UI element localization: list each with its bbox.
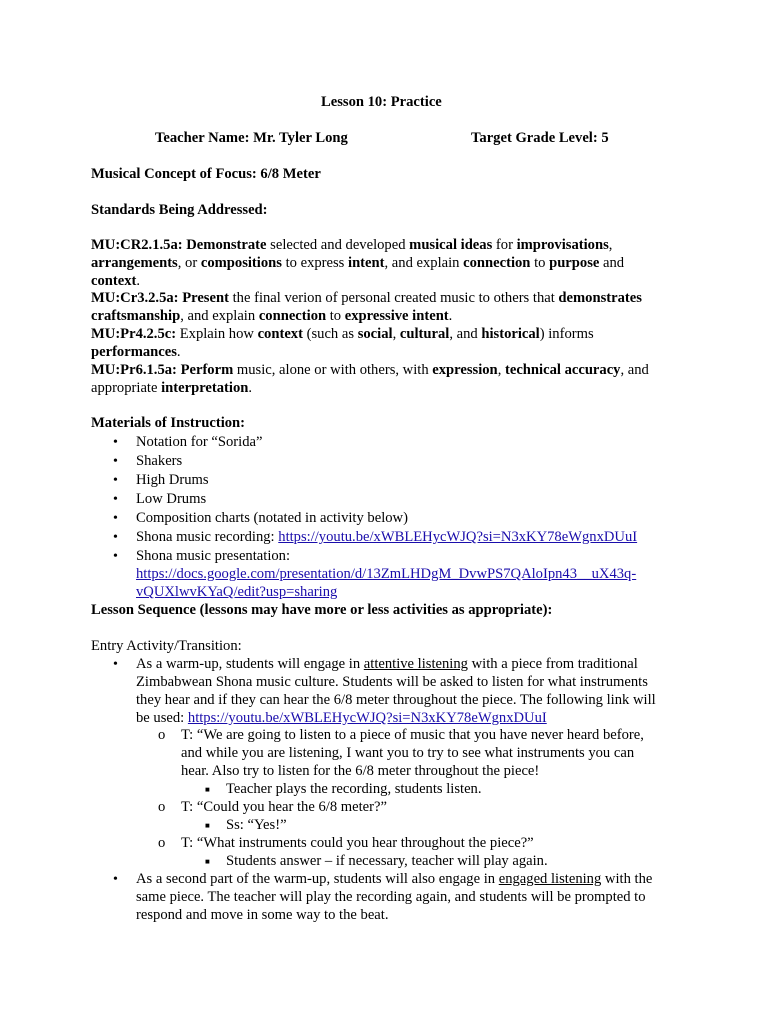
standard-code: MU:Pr4.2.5c: [91,326,177,342]
keyword: connection [463,255,531,271]
lesson-title: Lesson 10: Practice [321,94,442,110]
keyword: Present [182,290,229,306]
text: , or [177,255,201,271]
entry-paragraph-1-line-2: Zimbabwean Shona music culture. Students will be asked to listen for what instruments [136,674,648,690]
keyword: cultural [399,326,450,342]
square-bullet-icon: ■ [205,857,210,866]
square-bullet-icon: ■ [205,785,210,794]
text: , and explain [384,255,464,271]
text: and [599,255,625,271]
text: Explain how [176,326,258,342]
entry-paragraph-2-line-2: same piece. The teacher will play the recording again, and students will be prompted to [136,889,646,905]
standard-4-line-1 [91,362,649,380]
bullet-icon [113,472,118,490]
entry-paragraph-1-line-1 [136,656,638,674]
standard-1-line-2 [91,255,624,273]
text: to [326,308,345,324]
presentation-link-line-1[interactable] [136,566,636,584]
keyword: technical accuracy [504,362,621,378]
entry-paragraph-1-line-4 [136,710,547,728]
text: appropriate [91,380,162,396]
underlined-term: engaged listening [498,871,602,887]
standards-heading: Standards Being Addressed: [91,202,268,218]
keyword: context [257,326,303,342]
standard-1-line-3 [91,273,140,291]
bullet-icon [113,491,118,509]
text: , [392,326,400,342]
keyword: Perform [180,362,234,378]
text: be used: [136,710,188,726]
musical-concept: Musical Concept of Focus: 6/8 Meter [91,166,321,182]
entry-paragraph-1-line-3: they hear and if they can hear the 6/8 meter throughout the piece. The following link will [136,692,656,708]
keyword: Demonstrate [186,237,267,253]
bullet-icon [113,434,118,452]
bullet-icon [113,871,118,889]
text: ) informs [539,326,594,342]
text: with a piece from traditional [467,656,638,672]
standard-3-line-2 [91,344,181,362]
keyword: purpose [549,255,600,271]
standard-code: MU:CR2.1.5a: [91,237,183,253]
entry-paragraph-2-line-3: respond and move in some way to the beat. [136,907,389,923]
standard-4-line-2 [91,380,252,398]
underlined-term: attentive listening [363,656,468,672]
sub-item: Ss: “Yes!” [226,817,287,833]
keyword: expressive intent [344,308,449,324]
text: . [136,273,141,289]
presentation-link[interactable]: vQUXlwvKYaQ/edit?usp=sharing [136,584,338,600]
material-item: Low Drums [136,491,207,507]
circle-bullet-icon: o [158,727,166,743]
text: Shona music recording: [136,529,279,545]
keyword: compositions [200,255,282,271]
entry-recording-link[interactable]: https://youtu.be/xWBLEHycWJQ?si=N3xKY78eWgnxDUuI [187,710,547,726]
material-item: Shona music presentation: [136,548,291,564]
teacher-line: T: “What instruments could you hear throughout the piece?” [181,835,534,851]
keyword: musical ideas [409,237,493,253]
text: , [608,237,613,253]
bullet-icon [113,510,118,528]
text: As a second part of the warm-up, students will also engage in [136,871,499,887]
keyword: historical [481,326,540,342]
text: . [248,380,253,396]
target-grade: Target Grade Level: 5 [471,130,609,146]
teacher-name: Teacher Name: Mr. Tyler Long [155,130,348,146]
sub-item: Teacher plays the recording, students listen. [226,781,482,797]
circle-bullet-icon: o [158,799,166,815]
keyword: craftsmanship [91,308,181,324]
square-bullet-icon: ■ [205,821,210,830]
teacher-line: and while you are listening, I want you to try to see what instruments you can [181,745,635,761]
teacher-line: hear. Also try to listen for the 6/8 meter throughout the piece! [181,763,540,779]
bullet-icon [113,548,118,566]
sequence-heading: Lesson Sequence (lessons may have more or less activities as appropriate): [91,602,553,618]
entry-heading: Entry Activity/Transition: [91,638,242,654]
recording-link[interactable]: https://youtu.be/xWBLEHycWJQ?si=N3xKY78eWgnxDUuI [278,529,638,545]
text: (such as [302,326,358,342]
material-item [136,529,637,547]
text: the final verion of personal created music to others that [228,290,559,306]
materials-heading: Materials of Instruction: [91,415,246,431]
text: . [448,308,453,324]
keyword: improvisations [516,237,609,253]
text: for [492,237,517,253]
standard-2-line-1 [91,290,642,308]
circle-bullet-icon: o [158,835,166,851]
text: selected and developed [266,237,410,253]
standard-code: MU:Pr6.1.5a: [91,362,177,378]
standard-code: MU:Cr3.2.5a: [91,290,179,306]
text: , and [620,362,649,378]
standard-3-line-1 [91,326,594,344]
bullet-icon [113,529,118,547]
text: , and explain [180,308,259,324]
bullet-icon [113,453,118,471]
teacher-line: T: “We are going to listen to a piece of music that you have never heard before, [181,727,644,743]
teacher-line: T: “Could you hear the 6/8 meter?” [181,799,387,815]
text: to express [281,255,349,271]
text: to [530,255,550,271]
standard-2-line-2 [91,308,452,326]
keyword: connection [258,308,327,324]
text: , [497,362,505,378]
entry-paragraph-2-line-1 [136,871,652,889]
keyword: arrangements [91,255,178,271]
keyword: context [91,273,137,289]
text: As a warm-up, students will engage in [136,656,364,672]
text: music, alone or with others, with [233,362,433,378]
material-item: Notation for “Sorida” [136,434,263,450]
keyword: demonstrates [558,290,642,306]
keyword: performances [91,344,177,360]
keyword: intent [348,255,385,271]
presentation-link[interactable]: https://docs.google.com/presentation/d/13ZmLHDgM_DvwPS7QAloIpn43__uX43q- [136,566,637,582]
bullet-icon [113,656,118,674]
text: with the [601,871,653,887]
material-item: Composition charts (notated in activity below) [136,510,408,526]
keyword: interpretation [161,380,249,396]
material-item: High Drums [136,472,209,488]
keyword: social [357,326,393,342]
text: . [176,344,181,360]
material-item: Shakers [136,453,183,469]
presentation-link-line-2[interactable] [136,584,337,602]
text: , and [449,326,482,342]
keyword: expression [432,362,498,378]
standard-1-line-1 [91,237,612,255]
sub-item: Students answer – if necessary, teacher will play again. [226,853,548,869]
